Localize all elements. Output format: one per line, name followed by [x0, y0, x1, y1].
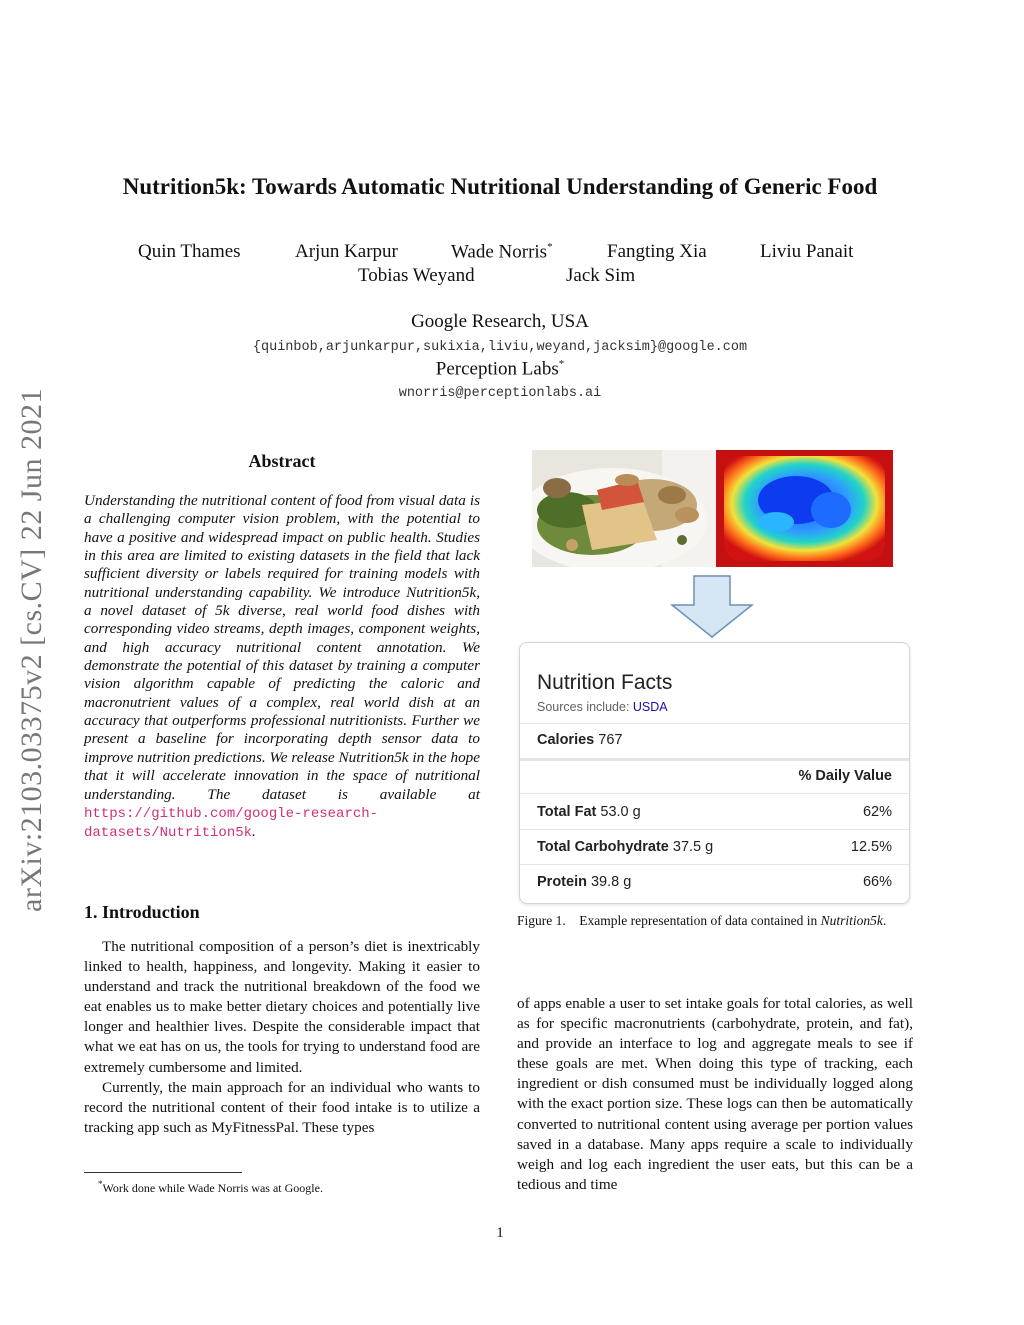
- intro-paragraph: The nutritional composition of a person’s diet is inextricably linked to health, happiness, and longevity. Making it easier to understand and track the nutritional breakdown of the food we eat enables us to make better dietary choices and potentially live longer and healthier lives. Despite the considerable impact that what we eat has on us, the tools for trying to understand food are extremely cumbersome and limited.: [84, 938, 480, 1076]
- nutrient-label: Total Fat: [537, 804, 597, 820]
- dataset-link[interactable]: https://github.com/google-research-datasets/Nutrition5k: [84, 805, 379, 842]
- nutrient-amount: 39.8 g: [590, 874, 632, 890]
- nutrient-label: Protein: [537, 874, 587, 890]
- abstract-heading: Abstract: [248, 451, 316, 471]
- affiliation-name: Perception Labs: [435, 358, 559, 380]
- affiliation-perception: [0, 358, 1000, 380]
- author: Jack Sim: [566, 265, 636, 286]
- author: Wade Norris: [451, 241, 548, 263]
- nutrient-label: Total Carbohydrate: [537, 839, 669, 855]
- author: Tobias Weyand: [358, 265, 475, 286]
- author-note-mark: *: [547, 241, 553, 253]
- nutrient-amount: 37.5 g: [672, 839, 714, 855]
- intro-paragraph: of apps enable a user to set intake goals for total calories, as well as for specific macronutrients (carbohydrate, protein, and fat), and provide an interface to log and aggregate meals to see if these goals are met. When doing this type of tracking, each ingredient or dish consumed must be individually logged along with the exact portion size. These logs can then be automatically converted to nutritional content using average per portion values saved in a database. Many apps require a scale to individually weigh and log each ingredient the user eats, but this can be a tedious and time: [517, 995, 913, 1193]
- divider-thick: [520, 758, 909, 761]
- footnote-mark: *: [98, 1179, 103, 1189]
- author: Arjun Karpur: [295, 241, 398, 262]
- nutrition-facts-title: Nutrition Facts: [537, 671, 673, 694]
- divider: [520, 829, 909, 830]
- paper-title: Nutrition5k: Towards Automatic Nutritional Understanding of Generic Food: [122, 174, 878, 199]
- abstract-body: Understanding the nutritional content of food from visual data is a challenging computer vision problem, with the potential to have a positive and widespread impact on public health. Studies in this area are limited to existing datasets in the field that lack sufficient diversity or labels required for training models with nutritional understanding capability. We introduce Nutrition5k, a novel dataset of 5k diverse, real world food dishes with corresponding video streams, depth images, component weights, and high accuracy nutritional content annotation. We demonstrate the potential of this dataset by training a computer vision algorithm capable of predicting the caloric and macronutrient values of a complex, real world dish at an accuracy that outperforms professional nutritionists. Further we present a baseline for incorporating depth sensor data to improve nutrition predictions. We release Nutrition5k in the hope that it will accelerate innovation in the space of nutritional understanding. The dataset is available at: [84, 492, 480, 803]
- abstract-text: [84, 492, 480, 843]
- nutrition-sources: [537, 700, 668, 714]
- caption-end: .: [882, 913, 887, 928]
- footnote-rule: [84, 1172, 242, 1173]
- arxiv-stamp: [12, 360, 52, 940]
- author-with-note: [451, 241, 553, 263]
- sources-label: Sources include:: [537, 700, 633, 714]
- divider: [520, 864, 909, 865]
- down-arrow-icon: [670, 575, 754, 639]
- nutrient-daily-value: 66%: [862, 874, 892, 890]
- caption-label: Figure 1.: [517, 913, 566, 928]
- calories-label: Calories: [537, 732, 595, 748]
- footnote: [98, 1179, 323, 1196]
- page-number: 1: [496, 1225, 504, 1241]
- email-google: {quinbob,arjunkarpur,sukixia,liviu,weyand,jacksim}@google.com: [252, 340, 748, 355]
- depth-image: [716, 450, 893, 567]
- nutrient-daily-value: 12.5%: [850, 839, 892, 855]
- daily-value-header: % Daily Value: [798, 768, 892, 784]
- intro-column-left: [84, 937, 480, 1138]
- nutrition-facts-card: [519, 642, 910, 904]
- divider: [520, 723, 909, 724]
- affiliation-google: Google Research, USA: [411, 311, 589, 332]
- divider: [520, 793, 909, 794]
- affiliation-note-mark: *: [558, 358, 565, 370]
- author: Liviu Panait: [760, 241, 854, 262]
- abstract-end: .: [252, 823, 256, 841]
- author: Fangting Xia: [607, 241, 707, 262]
- author: Quin Thames: [138, 241, 241, 262]
- nutrient-amount: 53.0 g: [600, 804, 641, 820]
- usda-link[interactable]: USDA: [632, 700, 668, 714]
- email-perception: wnorris@perceptionlabs.ai: [398, 386, 602, 401]
- footnote-text: Work done while Wade Norris was at Google.: [102, 1181, 323, 1195]
- intro-column-right: [517, 994, 913, 1195]
- figure-caption: [517, 912, 913, 930]
- section-heading-introduction: 1. Introduction: [84, 902, 200, 922]
- food-photo: [532, 450, 716, 567]
- intro-paragraph: Currently, the main approach for an individual who wants to record the nutritional content of their food intake is to utilize a tracking app such as MyFitnessPal. These types: [84, 1078, 480, 1136]
- caption-text: Example representation of data contained in: [579, 913, 821, 928]
- calories-value: 767: [598, 732, 623, 748]
- arxiv-id: arXiv:2103.03375v2 [cs.CV] 22 Jun 2021: [15, 388, 48, 912]
- caption-dataset-name: Nutrition5k: [820, 913, 883, 928]
- nutrient-daily-value: 62%: [862, 804, 892, 820]
